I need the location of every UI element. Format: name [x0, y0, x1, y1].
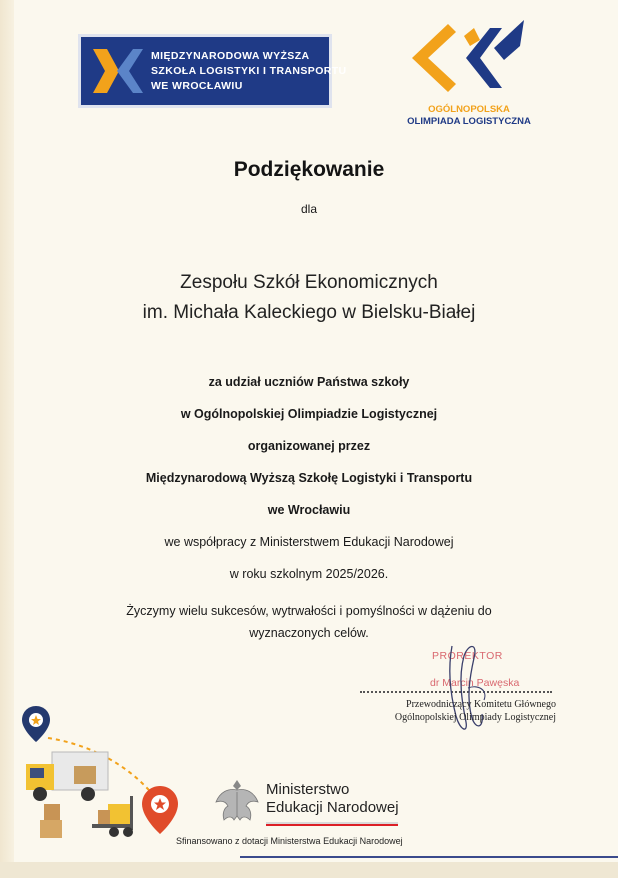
signature-caption-line-1: Przewodniczący Komitetu Głównego [406, 699, 556, 710]
logistics-illustration [18, 704, 190, 852]
signature-caption-line-2: Ogólnopolskiej Olimpiady Logistycznej [394, 712, 556, 723]
document-for: dla [300, 202, 317, 216]
wish-line-1: Życzymy wielu sukcesów, wytrwałości i pomyślności w dążeniu do [126, 604, 492, 618]
olympiad-logo-line-2: OLIMPIADA LOGISTYCZNA [407, 116, 531, 127]
wish-line-2: wyznaczonych celów. [249, 626, 369, 640]
polish-flag-stripe [266, 822, 398, 826]
stamp-title: PROREKTOR [432, 650, 503, 662]
mwslit-logo-line-3: WE WROCŁAWIU [151, 79, 243, 92]
body-line-2: w Ogólnopolskiej Olimpiadzie Logistycznej [180, 407, 438, 421]
olympiad-logo-icon [408, 18, 528, 100]
mwslit-chevron-icon [89, 41, 145, 101]
funding-note: Sfinansowano z dotacji Ministerstwa Edukacji Narodowej [176, 836, 403, 846]
document-title: Podziękowanie [233, 158, 385, 181]
olympiad-logo-text [380, 104, 558, 128]
body-line-5: we Wrocławiu [267, 503, 351, 517]
ministry-name-line-2: Edukacji Narodowej [266, 799, 399, 816]
signature-caption [356, 698, 556, 724]
mwslit-logo-line-1: MIĘDZYNARODOWA WYŻSZA [151, 49, 310, 62]
body-text [60, 374, 558, 598]
body-line-6: we współpracy z Ministerstwem Edukacji Narodowej [164, 535, 454, 549]
paper-edge [0, 0, 14, 878]
recipient-line-1: Zespołu Szkół Ekonomicznych [180, 272, 438, 293]
bottom-rule [240, 856, 618, 858]
paper-bottom-edge [0, 862, 618, 878]
recipient [0, 268, 618, 328]
stamp-name: dr Marcin Pawęska [430, 677, 520, 689]
mwslit-logo-line-2: SZKOŁA LOGISTYKI I TRANSPORTU [151, 64, 347, 77]
polish-eagle-emblem-icon [214, 776, 260, 826]
body-line-4: Międzynarodową Wyższą Szkołę Logistyki i Transportu [145, 471, 473, 485]
mwslit-logo [78, 34, 347, 108]
body-line-1: za udział uczniów Państwa szkoły [208, 375, 410, 389]
ministry-name-line-1: Ministerstwo [266, 781, 350, 798]
ministry-name [266, 781, 399, 817]
olympiad-logo-line-1: OGÓLNOPOLSKA [428, 104, 510, 115]
body-line-7: w roku szkolnym 2025/2026. [229, 567, 389, 581]
recipient-line-2: im. Michała Kaleckiego w Bielsku-Białej [142, 302, 476, 323]
body-line-3: organizowanej przez [247, 439, 371, 453]
